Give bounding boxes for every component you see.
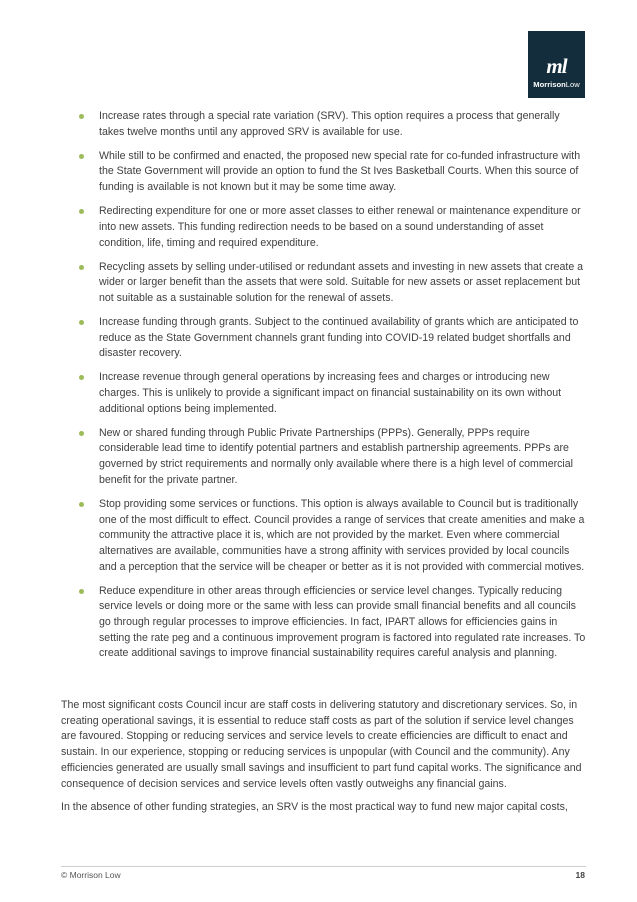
logo-mark: ml	[546, 54, 567, 78]
list-item	[78, 426, 586, 489]
list-item	[78, 260, 586, 307]
footer-copyright: © Morrison Low	[61, 870, 121, 880]
list-item-text: New or shared funding through Public Private Partnerships (PPPs). Generally, PPPs require considerable lead time to identify potential partners and establish partnership agreements. PPPs are governed by strict requirements and normally only available where there is a high level of commercial benefit for the private partner.	[99, 426, 574, 486]
list-item	[78, 315, 586, 362]
list-item-text: Reduce expenditure in other areas through efficiencies or service level changes. Typically reducing service levels or doing more or the same with less can provide small financial benefits and all councils go through regular processes to improve efficiencies. In fact, IPART allows for efficiencies gains in setting the rate peg and a continuous improvement program is factored into regulated rate increases. To create additional savings to improve financial sustainability requires careful analysis and planning.	[99, 584, 586, 660]
logo-text	[533, 80, 579, 89]
list-item-text: Redirecting expenditure for one or more asset classes to either renewal or maintenance expenditure or into new assets. This funding redirection needs to be based on a sound understanding of asset condition, life, timing and required expenditure.	[99, 205, 581, 249]
list-item	[78, 149, 586, 196]
bullet-icon	[79, 265, 84, 270]
bullet-icon	[79, 502, 84, 507]
bullet-icon	[79, 114, 84, 119]
list-item	[78, 109, 586, 140]
list-item-text: Recycling assets by selling under-utilised or redundant assets and investing in new assets that create a wider or larger benefit than the assets that were sold. Suitable for new assets or asset replacement but not suitable as a sustainable solution for the renewal of assets.	[99, 260, 584, 304]
bullet-icon	[79, 209, 84, 214]
funding-options-list	[78, 109, 586, 670]
staff-costs-paragraph: The most significant costs Council incur are staff costs in delivering statutory and discretionary services. So, in creating operational savings, it is essential to reduce staff costs as part of the solution if service level changes are favoured. Stopping or reducing services and service levels to create efficiencies are difficult to enact and sustain. In our experience, stopping or reducing services is unpopular (with Council and the community). Any efficiencies generated are usually small savings and insufficient to part fund capital works. The significance and consequence of decision services and service levels often vastly outweighs any financial gains.	[61, 699, 582, 790]
list-item	[78, 584, 586, 663]
logo-name-light: Low	[565, 80, 580, 89]
bullet-icon	[79, 375, 84, 380]
list-item-text: While still to be confirmed and enacted, the proposed new special rate for co-funded infrastructure with the State Government will provide an option to fund the St Ives Basketball Courts. When this source of funding is available is not known but it may be some time away.	[99, 149, 581, 194]
footer-divider	[61, 866, 586, 867]
list-item	[78, 370, 586, 417]
bullet-icon	[79, 589, 84, 594]
list-item-text: Stop providing some services or functions. This option is always available to Council but is traditionally one of the most difficult to effect. Council provides a range of services that create amenities and make a community the attractive place it is, which are not provided by the market. Even where commercial alternatives are available, communities have a strong affinity with services provided by local councils and a perception that the service will be cheaper or better as it is not provided with commercial motives.	[99, 497, 585, 573]
bullet-icon	[79, 320, 84, 325]
page-number: 18	[575, 870, 585, 880]
list-item-text: Increase rates through a special rate variation (SRV). This option requires a process that generally takes twelve months until any approved SRV is available for use.	[99, 110, 560, 138]
logo-name-bold: Morrison	[533, 80, 566, 89]
company-logo	[528, 31, 585, 98]
list-item	[78, 204, 586, 251]
bullet-icon	[79, 431, 84, 436]
list-item	[78, 497, 586, 576]
srv-paragraph: In the absence of other funding strategies, an SRV is the most practical way to fund new major capital costs,	[61, 801, 568, 813]
bullet-icon	[79, 154, 84, 159]
list-item-text: Increase revenue through general operations by increasing fees and charges or introducing new charges. This is unlikely to provide a significant impact on financial sustainability on its own without additional options being implemented.	[99, 371, 562, 415]
list-item-text: Increase funding through grants. Subject to the continued availability of grants which are anticipated to reduce as the State Government channels grant funding into COVID-19 related budget shortfalls and disaster recovery.	[99, 315, 579, 360]
